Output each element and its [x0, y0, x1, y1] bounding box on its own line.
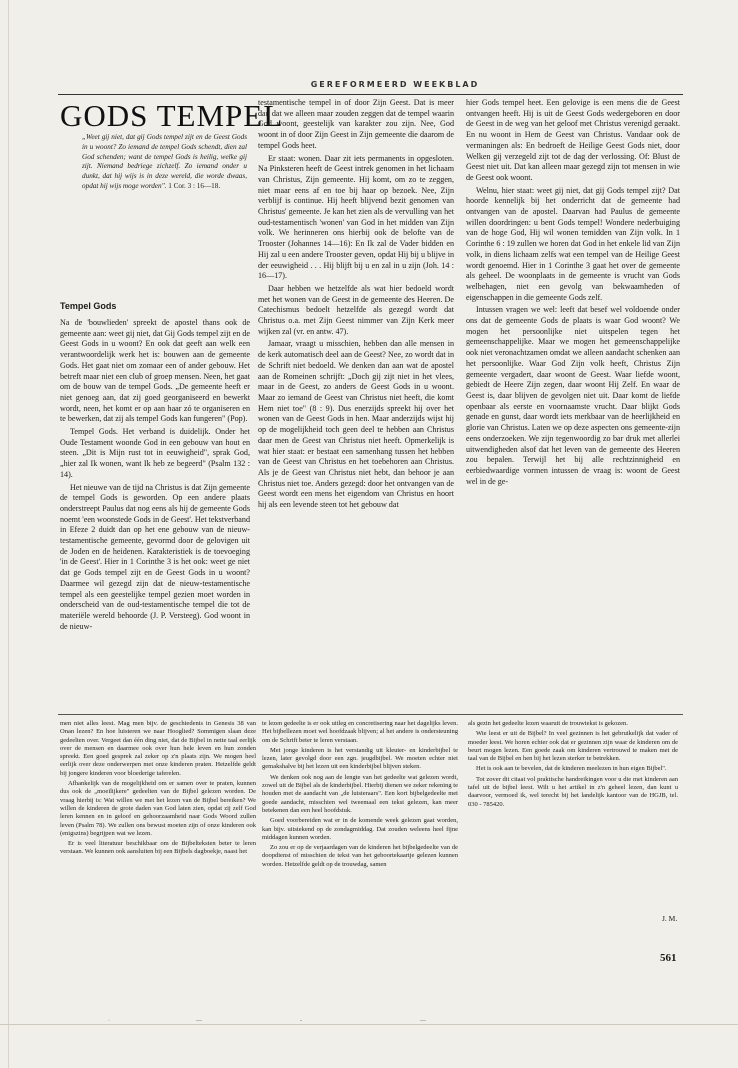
paragraph: We denken ook nog aan de lengte van het gedeelte wat gelezen wordt, zowel uit de Bijbel als de kinderbijbel. Hierbij dienen we zeker rekening te houden met de aandacht van „de luisteraars". Een kort bijbelgedeelte met goede aandacht, misschien wel tweemaal een tekst gelezen, kan meer betekenen dan een heel hoofdstuk. — [262, 773, 458, 814]
paragraph: Tempel Gods. Het verband is duidelijk. Onder het Oude Testament woonde God in een gebouw van hout en steen. „Dit is Mijn rust tot in eeuwigheid", sprak God, „hier zal Ik wonen, want Ik heb ze begeerd" (Psalm 132 : 14). — [60, 427, 250, 479]
paragraph: Goed voorbereiden wat er in de komende week gelezen gaat worden, kan bijv. uitstekend op de zondagmiddag. Dat zouden weleens heel fijne middagen kunnen worden. — [262, 817, 458, 841]
section-divider — [58, 714, 683, 715]
paragraph: Er is veel literatuur beschikbaar om de Bijbelteksten beter te leren verstaan. We kunnen ook aansluiten bij een Bijbels dagboekje, naast het — [60, 840, 256, 856]
paragraph: Na de 'bouwlieden' spreekt de apostel thans ook de gemeente aan: weet gij niet, dat Gij Gods tempel zijt en de Geest Gods in u woont? En ook dat geeft aan welk een verantwoordelijk werk het is: bouwen aan de gemeente Gods. Het gaat niet om zomaar een of ander gebouw. Het betreft maar niet een club of groep mensen. Neen, het gaat om de bouw van de tempel Gods. „De gemeente heeft er niet genoeg aan, dat zij goed georganiseerd en bewerkt wordt, neen, het komt er op aan haar zó te organiseren en te bewerken, dat zij als tempel Gods kan fungeren" (Pop). — [60, 318, 250, 424]
paragraph: Daar hebben we hetzelfde als wat hier bedoeld wordt met het wonen van de Geest in de gemeente des Heeren. De Catechismus bedoelt hetzelfde als gezegd wordt dat Christus o.a. met Zijn Geest nimmer van Zijn Kerk meer wijken zal (vr. en antw. 47). — [258, 283, 454, 336]
motto-text: „Weet gij niet, dat gij Gods tempel zijt en de Geest Gods in u woont? Zo iemand de tempel Gods schendt, dien zal God schenden; want de tempel Gods is heilig, welke gij zijt. Niemand bedriege zichzelf. Zo iemand onder u dunkt, dat hij wijs is in deze wereld, die worde dwaas, opdat hij wijs moge worden". — [82, 133, 247, 190]
header-rule — [58, 94, 683, 95]
section-heading: Tempel Gods — [60, 301, 117, 311]
paragraph: testamentische tempel in of door Zijn Geest. Dat is meer dan dat we alleen maar zouden zeggen dat de tempel waarin God woont, geestelijk van karakter zou zijn. Nee, God woont in of door Zijn Geest in Zijn gemeente die daarom de tempel Gods heet. — [258, 98, 454, 150]
footer-mark: — — [420, 1018, 426, 1024]
paragraph: Afhankelijk van de mogelijkheid om er samen over te praten, kunnen dus ook de „moeilijkere" gedeelten van de Bijbel gelezen worden. De vraag hierbij is: Wat willen we met het lezen van de Bijbel bereiken? We willen de kinderen de grote daden van God laten zien, opdat zij zelf God leren kennen en in geloof en gehoorzaamheid naar Gods Woord zullen leven (Psalm 78). We zullen ons bewust moeten zijn of onze kinderen ook (enigszins) begrijpen wat we lezen. — [60, 780, 256, 837]
article-title: GODS TEMPEL — [60, 98, 284, 133]
paragraph: Tot zover dit citaat vol praktische handreikingen voor u die met kinderen aan tafel uit de bijbel leest. Wilt u het artikel in z'n geheel lezen, dan kunt u daarvoor, vermoed ik, wel terecht bij het landelijk kantoor van de HGJB, tel. 030 - 785420. — [468, 775, 678, 808]
paragraph: hier Gods tempel heet. Een gelovige is een mens die de Geest ontvangen heeft. Hij is uit de Geest Gods wedergeboren en door de Geest in de weg van het geloof met Christus verenigd geraakt. En nu woont in Hem de Geest van Christus. Vandaar ook de vermaningen als: En bedroeft de Heilige Geest Gods niet, door Welken gij verzegeld zijt tot de dag der verlossing. Of: Blust de Geest niet uit. Dat kan alleen maar gezegd zijn tot mensen in wie de Geest ook woont. — [466, 98, 680, 182]
paragraph: Zo zou er op de verjaardagen van de kinderen het bijbelgedeelte van de doopdienst of misschien de tekst van het geboortekaartje gelezen kunnen worden. Hetzelfde geldt op de trouwdag, samen — [262, 844, 458, 868]
page-number: 561 — [660, 952, 677, 964]
paragraph: Het nieuwe van de tijd na Christus is dat Zijn gemeente de tempel Gods is geworden. Op een andere plaats onderstreept Paulus dat nog eens als hij de gemeente Gods noemt 'een woonstede Gods in de Geest'. Het tekstverband in Efeze 2 duidt dan op het ene gebouw van de nieuw-testamentische gemeente, gevormd door de gelovigen uit de Joden en de heidenen. Karakteristiek is de toevoeging 'in de Geest'. Hier in 1 Corinthe 3 is het ook: weet ge niet dat ge Gods tempel zijt en de Geest Gods in u woont? Daarmee wil gezegd zijn dat de nieuw-testamentische tempel als een geestelijke tempel gezien moet worden in onderscheid van de oud-testamentische tempel die tot de materiële wereld behoorde (J. P. Versteeg). God woont in de nieuw- — [60, 482, 250, 631]
paragraph: Wie leest er uit de Bijbel? In veel gezinnen is het gebruikelijk dat vader of moeder leest. We horen echter ook dat er gezinnen zijn waar de kinderen om de beurt mogen lezen. Een goede zaak om kinderen vertrouwd te maken met de taal van de Bijbel en hen bij het lezen sterker te betrekken. — [468, 730, 678, 763]
paragraph: als gezin het gedeelte lezen waaruit de trouwtekst is gekozen. — [468, 720, 628, 727]
footer-marks — [0, 1020, 738, 1028]
lower-column-2 — [262, 720, 458, 871]
paragraph: men niet alles leest. Mag men bijv. de geschiedenis in Genesis 38 van Onan lezen? En hoe luisteren we naar Hooglied? Sommigen slaan deze gedeelten over. Vergeet dan één ding niet, dat de Bijbel in nette taal eerlijk over de mensen en daarmee ook over hun hele leven en hun zonden spreekt. Een goed gesprek zal zeker op z'n plaats zijn. We mogen heel eerlijk over deze onderwerpen met onze kinderen praten. Hetzelfde geldt bij jongere kinderen voor bloederige taferelen. — [60, 720, 256, 777]
paragraph: Intussen vragen we wel: leeft dat besef wel voldoende onder ons dat de gemeente Gods de plaats is waar God woont? We mogen het persoonlijke niet uitspelen tegen het gemeenschappelijke. Maar we mogen het gemeenschappelijke ook niet veronachtzamen omdat we alleen aandacht schenken aan het persoonlijke. Waar God Zijn volk heeft, Christus Zijn gemeente vergadert, daar woont de Geest. Waar liefde woont, gebiedt de Heere Zijn zegen, daar woont Hij Zelf. En waar de Geest is, daar blijven de gevolgen niet uit. Daar komt de liefde openbaar als eerste en voornaamste vrucht. Daar blijkt Gods genade en gunst, daar wordt iets merkbaar van de heerlijkheid en glorie van Christus. Laten we op deze aspecten ons gemeente-zijn eens onderzoeken. We zijn tegenwoordig zo bar druk met allerlei uitwendigheden alsof dat het leven van de gemeente des Heeren zou bepalen. Terwijl het bij alle rechtzinnigheid en eerbiedwaardige vormen intussen de vraag is: woont de Geest wel in de ge- — [466, 305, 680, 486]
motto-reference: 1 Cor. 3 : 16—18. — [168, 181, 221, 190]
paragraph: Welnu, hier staat: weet gij niet, dat gij Gods tempel zijt? Dat hoorde kennelijk bij het onderricht dat de gemeente had ontvangen van de apostel. Daarvan had Paulus de gemeente willen doordringen: u bent Gods tempel! Wondere nederbuiging van de hoge God, Hij wil wonen temidden van Zijn volk. In 1 Corinthe 6 : 19 zullen we horen dat God in het enkele lid van Zijn volk, in diens lichaam zelfs wat een tempel van de Heilige Geest wordt genoemd. Hier in 1 Corinthe 3 gaat het over de gemeente als geheel. De woonplaats in de gemeente is vrucht van Gods welbehagen, niet een gevolg van bekwaamheden of eigenschappen in die gemeente Gods zelf. — [466, 185, 680, 302]
lower-column-3 — [468, 720, 678, 811]
paragraph: Er staat: wonen. Daar zit iets permanents in opgesloten. Na Pinksteren heeft de Geest intrek genomen in het lichaam van Christus, Zijn gemeente. Hij komt, om zo te zeggen, niet maar eens af en toe bij haar op bezoek. Nee, Zijn verblijf is continue. Hij heeft blijvend bezit genomen van Christus' gemeente. Je kan het zien als de vervulling van het oud-testamentisch 'wonen' van God in het midden van Zijn volk. We herinneren ons hierbij ook de belofte van de Trooster (Johannes 14—16): En Ik zal de Vader bidden en Hij zal u een andere Trooster geven, opdat Hij bij u blijve in der eeuwigheid . . . Hij blijft bij u en zal in u zijn (Joh. 14 : 16—17). — [258, 153, 454, 281]
footer-mark: - — [300, 1018, 302, 1024]
running-head: GEREFORMEERD WEEKBLAD — [310, 80, 480, 89]
paragraph: Jamaar, vraagt u misschien, hebben dan alle mensen in de kerk automatisch deel aan de Geest? Nee, zo wordt dat in de Schrift niet bedoeld. We denken dan aan wat de apostel aan de Romeinen schrijft: „Doch gij zijt niet in het vlees, maar in de Geest, zo anders de Geest Gods in u woont. Maar zo iemand de Geest van Christus niet heeft, die komt Hem niet toe" (8 : 9). Dus enerzijds spreekt hij over het wonen van de Geest Gods in hen. Maar anderzijds wijst hij op de mogelijkheid toch geen deel te hebben aan Christus daar men de Geest van Christus niet heeft. Opmerkelijk is wat hier staat: er bestaat een samenhang tussen het hebben van de Geest van Christus en het toebehoren aan Christus. Als je de Geest van Christus niet hebt, dan behoor je aan Christus niet toe. Anders gezegd: door het ontvangen van de Geest wordt een mens het eigendom van Christus en hoort hij als een levende steen tot het gebouw dat — [258, 339, 454, 510]
author-initials: J. M. — [662, 914, 678, 923]
footer-rule — [0, 1024, 738, 1025]
article-column-3 — [466, 98, 680, 489]
scripture-motto — [82, 133, 247, 192]
article-column-2 — [258, 98, 454, 513]
paragraph: Het is ook aan te bevelen, dat de kinderen meelezen in hun eigen Bijbel". — [476, 765, 667, 773]
article-column-1 — [60, 318, 250, 634]
paragraph: te lezen gedeelte is er ook uitleg en concretisering naar het dagelijks leven. Het bijbellezen moet wel hoofdzaak blijven; al het andere is ondersteuning om de Schrift beter te leren verstaan. — [262, 720, 458, 744]
footer-mark: — — [196, 1018, 202, 1024]
paragraph: Met jonge kinderen is het verstandig uit kleuter- en kinderbijbel te lezen, later gevolgd door een zgn. jeugdbijbel. We moeten echter niet gemakshalve bij het lezen uit een kinderbijbel blijven steken. — [262, 746, 458, 771]
lower-column-1 — [60, 720, 256, 859]
binding-edge — [8, 0, 9, 1068]
footer-mark: · — [108, 1018, 110, 1024]
